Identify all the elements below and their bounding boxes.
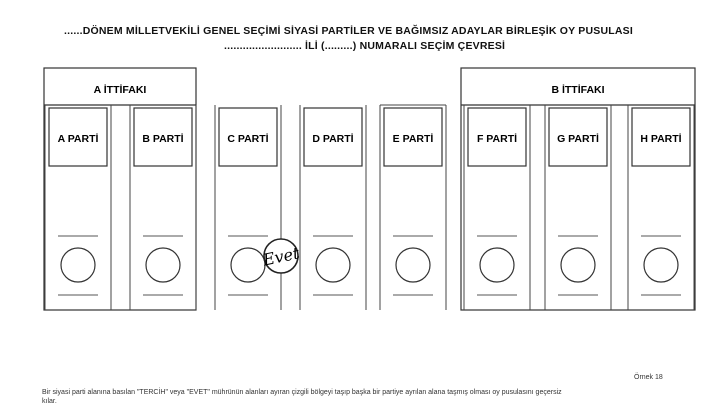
vote-circle[interactable] (396, 248, 430, 282)
party-name: D PARTİ (312, 133, 354, 145)
party-column[interactable] (628, 105, 694, 310)
vote-circle[interactable] (316, 248, 350, 282)
party-column[interactable] (300, 105, 366, 310)
party-column[interactable] (215, 105, 281, 310)
evet-stamp (260, 239, 301, 273)
ballot-title: ......DÖNEM MİLLETVEKİLİ GENEL SEÇİMİ SİYASİ PARTİLER VE BAĞIMSIZ ADAYLAR BİRLEŞİK OY PUSULASI (64, 25, 633, 37)
party-column[interactable] (545, 105, 611, 310)
party-name: H PARTİ (640, 133, 682, 145)
vote-circle[interactable] (146, 248, 180, 282)
party-name: C PARTİ (227, 133, 269, 145)
party-column[interactable] (45, 105, 111, 310)
alliance-a-label: A İTTİFAKI (93, 84, 147, 96)
party-column[interactable] (130, 105, 196, 310)
party-column[interactable] (380, 105, 446, 310)
footnote (42, 388, 682, 406)
vote-circle[interactable] (61, 248, 95, 282)
party-name: B PARTİ (142, 133, 184, 145)
party-name: A PARTİ (57, 133, 99, 145)
vote-circle[interactable] (231, 248, 265, 282)
party-column[interactable] (464, 105, 530, 310)
vote-circle[interactable] (644, 248, 678, 282)
ballot-subtitle: ......................... İLİ (.........) NUMARALI SEÇİM ÇEVRESİ (224, 40, 506, 52)
evet-stamp-text: Evet (261, 243, 301, 270)
party-name: E PARTİ (392, 133, 434, 145)
example-label: Örnek 18 (634, 374, 663, 381)
alliance-b-label: B İTTİFAKI (551, 84, 605, 96)
footnote-line-2: kılar. (42, 398, 57, 405)
party-name: F PARTİ (476, 133, 518, 145)
party-name: G PARTİ (557, 133, 599, 145)
footnote-line-1: Bir siyasi parti alanına basılan "TERCİH" veya "EVET" mührünün alanları ayıran çizgili bölgeyi taşıp başka bir partiye ayrılan alana taşmış olması oy pusulasını geçersiz (42, 389, 562, 396)
vote-circle[interactable] (561, 248, 595, 282)
vote-circle[interactable] (480, 248, 514, 282)
